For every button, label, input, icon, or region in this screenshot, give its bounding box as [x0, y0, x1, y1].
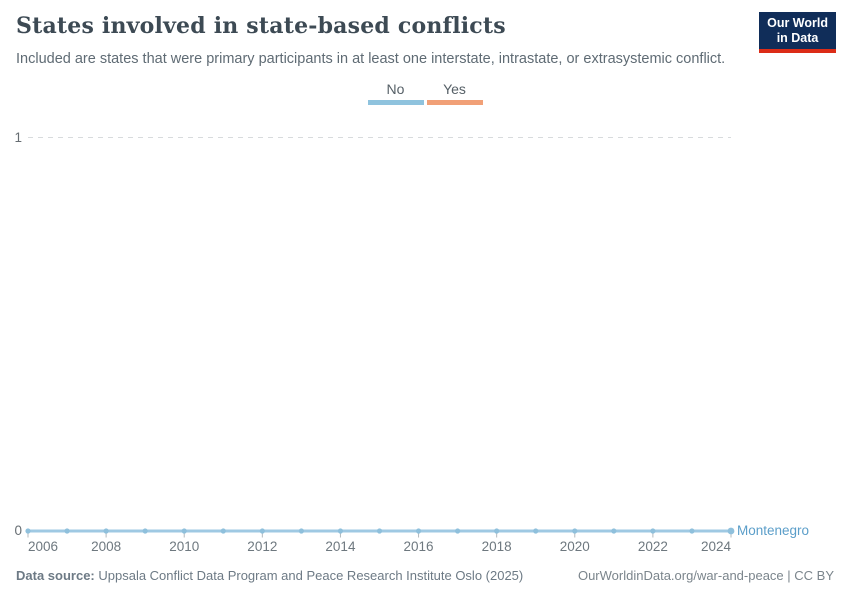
x-axis-tick-label: 2016: [403, 539, 434, 554]
x-axis-tick-label: 2008: [91, 539, 122, 554]
series-point: [611, 528, 616, 533]
legend-label: No: [386, 81, 405, 97]
series-point: [104, 528, 109, 533]
series-entity-label[interactable]: Montenegro: [737, 523, 810, 538]
x-axis-tick-label: 2010: [169, 539, 200, 554]
series-point: [416, 528, 421, 533]
x-axis-tick-label: 2012: [247, 539, 278, 554]
x-axis-tick-label: 2024: [700, 539, 731, 554]
series-point: [728, 528, 735, 535]
series-point: [260, 528, 265, 533]
data-source-label: Data source:: [16, 568, 95, 583]
x-axis-tick-label: 2022: [637, 539, 668, 554]
series-point: [221, 528, 226, 533]
page-title: States involved in state-based conflicts: [16, 13, 506, 39]
series-point: [572, 528, 577, 533]
legend-label: Yes: [443, 81, 466, 97]
series-point: [338, 528, 343, 533]
series-point: [455, 528, 460, 533]
series-point: [650, 528, 655, 533]
chart-subtitle: Included are states that were primary participants in at least one interstate, intrastate, or extrasystemic conflict.: [16, 51, 726, 67]
series-point: [182, 528, 187, 533]
owid-logo-line1: Our World: [767, 16, 828, 30]
series-point: [377, 528, 382, 533]
x-axis-tick-label: 2018: [481, 539, 512, 554]
series-point: [533, 528, 538, 533]
series-point: [689, 528, 694, 533]
attribution[interactable]: OurWorldinData.org/war-and-peace | CC BY: [577, 568, 834, 583]
x-axis-tick-label: 2014: [325, 539, 356, 554]
x-axis-tick-label: 2020: [559, 539, 590, 554]
x-axis-tick-label: 2006: [28, 539, 59, 554]
series-point: [64, 528, 69, 533]
footer: [16, 568, 834, 583]
owid-logo-line2: in Data: [776, 30, 819, 45]
data-source-note: [16, 568, 523, 583]
series-point: [494, 528, 499, 533]
series-point: [299, 528, 304, 533]
y-axis-tick-label: 1: [14, 129, 22, 145]
data-source-text: Uppsala Conflict Data Program and Peace Research Institute Oslo (2025): [94, 568, 524, 583]
y-axis-tick-label: 0: [14, 523, 22, 538]
series-point: [25, 528, 30, 533]
series-point: [143, 528, 148, 533]
